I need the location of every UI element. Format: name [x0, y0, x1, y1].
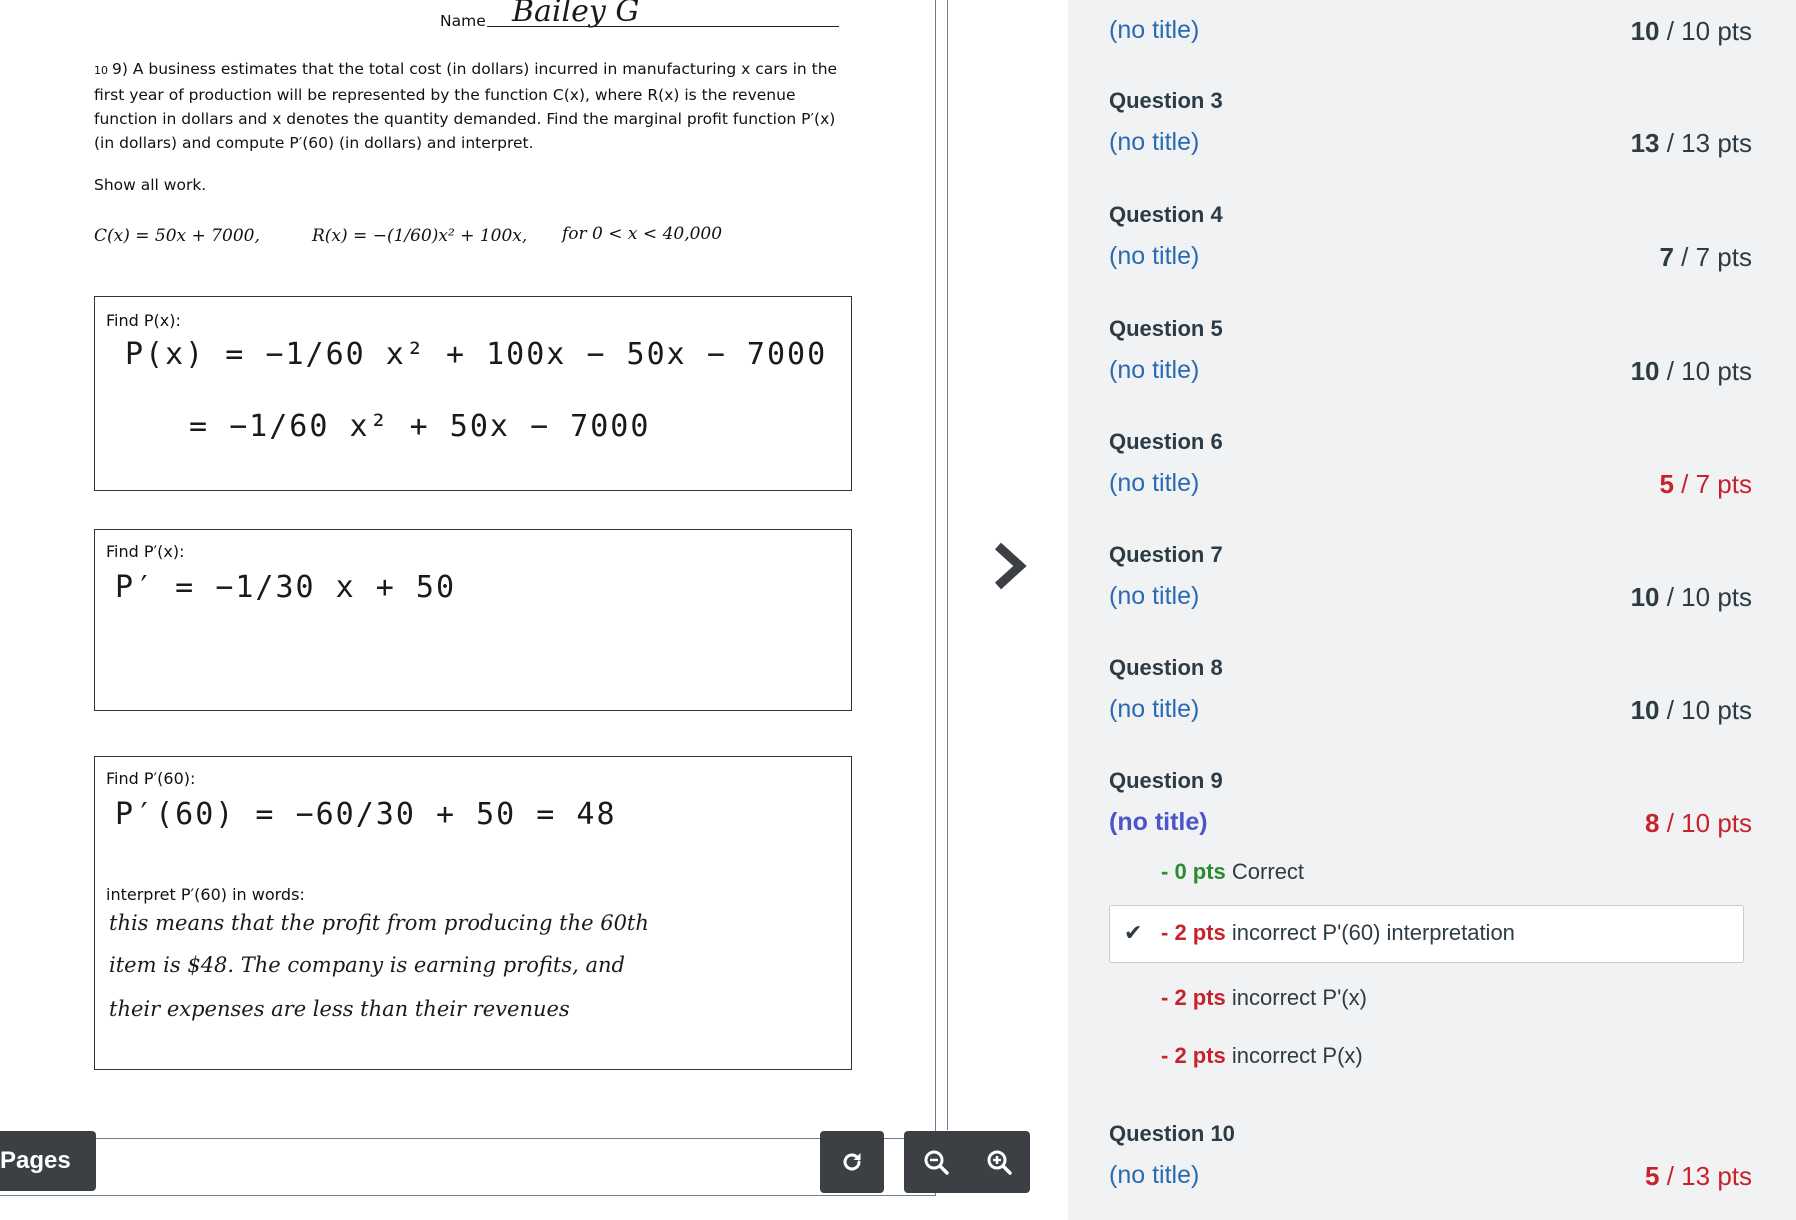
question-title-link[interactable]: (no title): [1109, 1161, 1200, 1189]
question-title-link[interactable]: (no title): [1109, 582, 1200, 610]
question-heading: Question 3: [1109, 88, 1223, 113]
question-heading: Question 5: [1109, 316, 1223, 341]
question-title-link[interactable]: (no title): [1109, 469, 1200, 497]
rubric-item[interactable]: - 2 pts incorrect P'(x): [1161, 985, 1367, 1010]
question-score: 10 / 10 pts: [1630, 16, 1752, 46]
answer-box-marginal-profit-60: [94, 756, 852, 1070]
question-title-link[interactable]: (no title): [1109, 356, 1200, 384]
question-score: 5 / 13 pts: [1645, 1161, 1752, 1191]
question-heading: Question 8: [1109, 655, 1223, 680]
chevron-right-icon[interactable]: [990, 540, 1030, 592]
refresh-icon: [840, 1150, 864, 1174]
revenue-function: R(x) = −(1/60)x² + 100x,: [312, 226, 528, 246]
handwritten-work-line: = −1/60 x² + 50x − 7000: [189, 409, 651, 444]
box-label: Find P′(x):: [106, 542, 185, 561]
zoom-controls: [904, 1131, 1030, 1193]
checkmark-icon: ✔: [1124, 920, 1143, 945]
student-name-handwritten: Bailey G: [512, 0, 640, 29]
question-prompt: [94, 57, 854, 155]
question-score: 10 / 10 pts: [1630, 695, 1752, 725]
question-title-link[interactable]: (no title): [1109, 242, 1200, 270]
refresh-button[interactable]: [820, 1131, 884, 1193]
handwritten-work-line: P′(60) = −60/30 + 50 = 48: [115, 797, 617, 832]
question-heading: Question 7: [1109, 542, 1223, 567]
name-label: Name: [440, 12, 486, 30]
question-title-link[interactable]: (no title): [1109, 128, 1200, 156]
question-score: 13 / 13 pts: [1630, 128, 1752, 158]
handwritten-work-line: P′ = −1/30 x + 50: [115, 570, 457, 605]
question-score: 7 / 7 pts: [1659, 242, 1752, 272]
rubric-item-selected[interactable]: [1109, 905, 1744, 963]
grading-panel: [1068, 0, 1796, 1220]
question-score: 10 / 10 pts: [1630, 356, 1752, 386]
question-score: 8 / 10 pts: [1645, 808, 1752, 838]
interpretation-line: item is $48. The company is earning profits, and: [109, 953, 625, 977]
show-work-instruction: Show all work.: [94, 176, 207, 194]
question-title-link[interactable]: (no title): [1109, 695, 1200, 723]
pages-button[interactable]: Pages: [0, 1131, 96, 1191]
box-label: Find P(x):: [106, 311, 181, 330]
question-score: 10 / 10 pts: [1630, 582, 1752, 612]
zoom-out-button[interactable]: [904, 1131, 967, 1193]
page-edge: [947, 0, 948, 1130]
domain-condition: for 0 < x < 40,000: [562, 224, 723, 244]
zoom-in-button[interactable]: [967, 1131, 1030, 1193]
rubric-item-label: - 2 pts incorrect P'(60) interpretation: [1161, 920, 1515, 945]
question-title-link-active[interactable]: (no title): [1109, 808, 1208, 836]
question-points-small: 10: [94, 64, 108, 77]
question-title-link[interactable]: (no title): [1109, 16, 1200, 44]
interpret-label: interpret P′(60) in words:: [106, 885, 305, 904]
rubric-item[interactable]: - 0 pts Correct: [1161, 859, 1305, 884]
cost-function: C(x) = 50x + 7000,: [94, 226, 260, 246]
question-heading: Question 10: [1109, 1121, 1235, 1146]
question-heading: Question 9: [1109, 768, 1223, 793]
rubric-item[interactable]: - 2 pts incorrect P(x): [1161, 1043, 1363, 1068]
question-text: 9) A business estimates that the total cost (in dollars) incurred in manufacturing x cars in the first year of production will be represented by the function C(x), where R(x) is the revenue function in dollars and x denotes the quantity demanded. Find the marginal profit function P′(x) (in dollars) and compute P′(60) (in dollars) and interpret.: [94, 60, 838, 152]
interpretation-line: their expenses are less than their revenues: [109, 997, 570, 1021]
question-heading: Question 6: [1109, 429, 1223, 454]
interpretation-line: this means that the profit from producing the 60th: [109, 911, 649, 935]
zoom-in-icon: [986, 1149, 1012, 1175]
zoom-out-icon: [923, 1149, 949, 1175]
question-heading: Question 4: [1109, 202, 1223, 227]
question-score: 5 / 7 pts: [1659, 469, 1752, 499]
answer-box-profit: [94, 296, 852, 491]
box-label: Find P′(60):: [106, 769, 196, 788]
handwritten-work-line: P(x) = −1/60 x² + 100x − 50x − 7000: [125, 337, 828, 372]
answer-box-marginal-profit: [94, 529, 852, 711]
